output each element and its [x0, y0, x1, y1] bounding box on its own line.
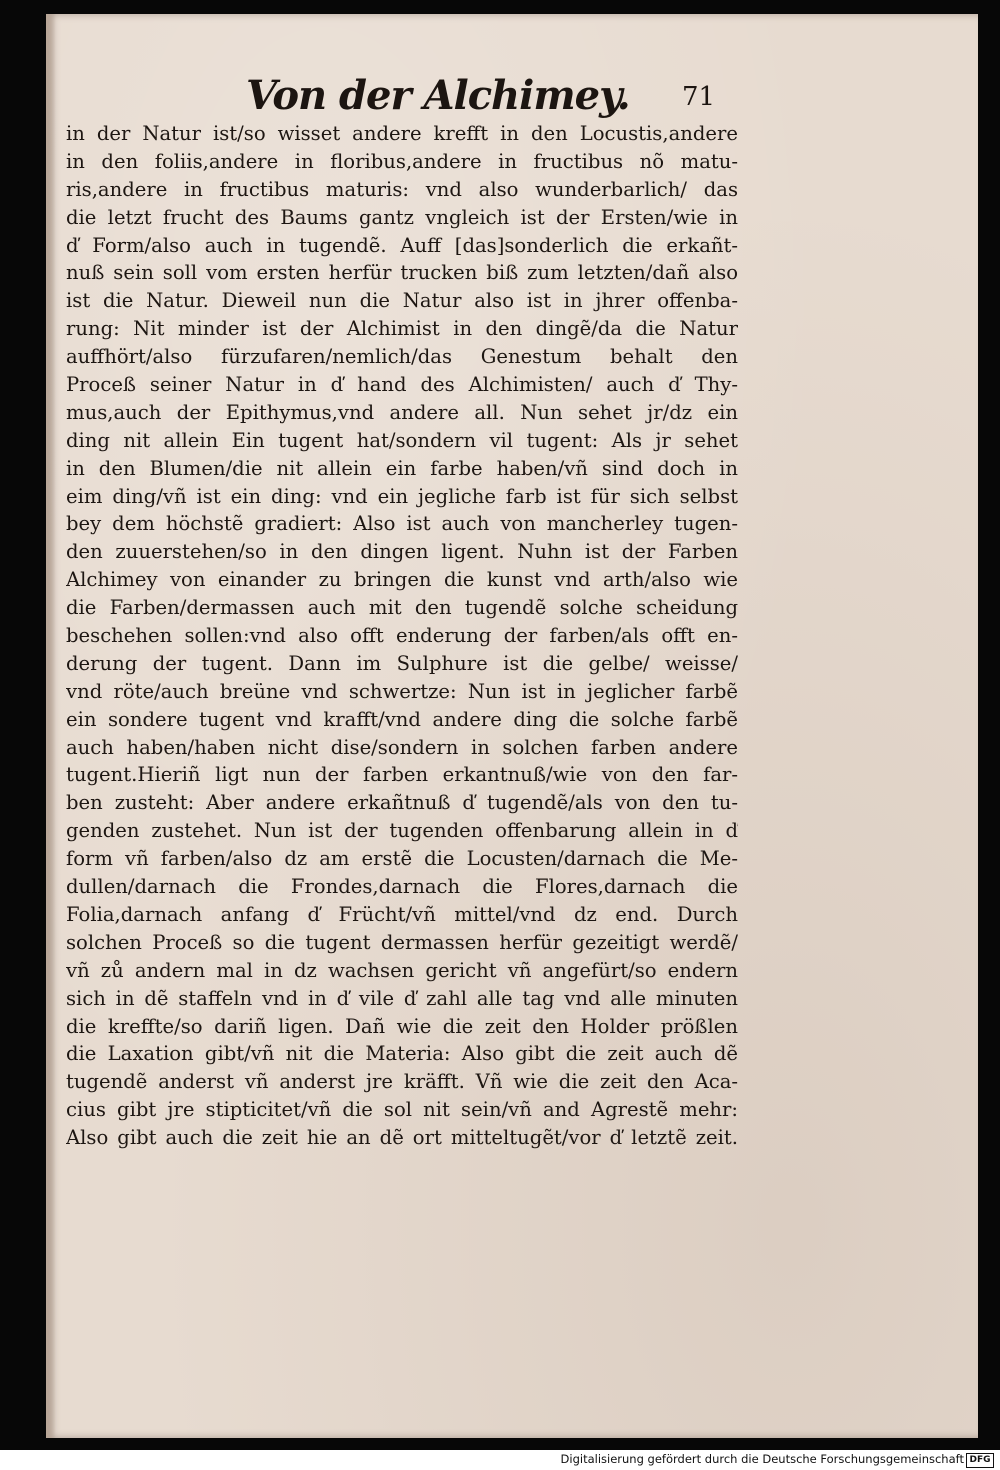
text-line: die kreffte/so dariñ ligen. Dañ wie die zeit den Holder prößlen	[66, 1014, 738, 1038]
text-line: nuß sein soll vom ersten herfür trucken biß zum letzten/dañ also	[66, 261, 738, 285]
text-line: die Farben/dermassen auch mit den tugendẽ solche scheidung	[66, 596, 738, 620]
text-line: in den Blumen/die nit allein ein farbe haben/vñ sind doch in	[66, 456, 738, 480]
text-line: in den foliis,andere in floribus,andere in fructibus nõ matu-	[66, 149, 738, 173]
body-text	[66, 120, 738, 1152]
text-line: die letzt frucht des Baums gantz vngleich ist der Ersten/wie in	[66, 205, 738, 229]
text-line: tugendẽ anderst vñ anderst jre kräfft. Vñ wie die zeit den Aca-	[66, 1070, 738, 1094]
text-line: ist die Natur. Dieweil nun die Natur also ist in jhrer offenba-	[66, 289, 738, 313]
text-line: beschehen sollen:vnd also offt enderung der farben/als offt en-	[66, 624, 738, 648]
book-page	[46, 14, 978, 1438]
running-title: Von der Alchimey.	[246, 72, 630, 119]
text-line: Folia,darnach anfang ď Frücht/vñ mittel/vnd dz end. Durch	[66, 902, 738, 926]
text-line: ď Form/also auch in tugendẽ. Auff [das]sonderlich die erkañt-	[66, 233, 738, 257]
text-line: vnd röte/auch breüne vnd schwertze: Nun ist in jeglicher farbẽ	[66, 679, 738, 703]
text-line: solchen Proceß so die tugent dermassen herfür gezeitigt werdẽ/	[66, 930, 738, 954]
page-number: 71	[682, 82, 716, 112]
footer-credit-bar	[0, 1450, 1000, 1470]
text-line: cius gibt jre stipticitet/vñ die sol nit sein/vñ and Agrestẽ mehr:	[66, 1098, 738, 1122]
text-line: tugent.Hieriñ ligt nun der farben erkantnuß/wie von den far-	[66, 763, 738, 787]
text-line: mus,auch der Epithymus,vnd andere all. Nun sehet jr/dz ein	[66, 400, 738, 424]
dfg-logo: DFG	[966, 1453, 994, 1468]
dfg-credit-text: Digitalisierung gefördert durch die Deutsche Forschungsgemeinschaft	[560, 1452, 964, 1466]
page-gutter-shadow	[46, 14, 56, 1438]
text-line: dullen/darnach die Frondes,darnach die Flores,darnach die	[66, 875, 738, 899]
text-line: die Laxation gibt/vñ nit die Materia: Also gibt die zeit auch dẽ	[66, 1042, 738, 1066]
text-line: auffhört/also fürzufaren/nemlich/das Genestum behalt den	[66, 345, 738, 369]
text-line: derung der tugent. Dann im Sulphure ist die gelbe/ weisse/	[66, 651, 738, 675]
text-line: Also gibt auch die zeit hie an dẽ ort mitteltugẽt/vor ď letztẽ zeit.	[66, 1126, 738, 1150]
text-line: ris,andere in fructibus maturis: vnd also wunderbarlich/ das	[66, 177, 738, 201]
text-line: auch haben/haben nicht dise/sondern in solchen farben andere	[66, 735, 738, 759]
text-line: Alchimey von einander zu bringen die kunst vnd arth/also wie	[66, 568, 738, 592]
text-line: rung: Nit minder ist der Alchimist in den dingẽ/da die Natur	[66, 317, 738, 341]
text-line: genden zustehet. Nun ist der tugenden offenbarung allein in ď	[66, 819, 738, 843]
text-line: Proceß seiner Natur in ď hand des Alchimisten/ auch ď Thy-	[66, 373, 738, 397]
text-line: eim ding/vñ ist ein ding: vnd ein jegliche farb ist für sich selbst	[66, 484, 738, 508]
text-line: den zuuerstehen/so in den dingen ligent. Nuhn ist der Farben	[66, 540, 738, 564]
text-line: vñ zů andern mal in dz wachsen gericht vñ angefürt/so endern	[66, 958, 738, 982]
text-line: sich in dẽ staffeln vnd in ď vile ď zahl alle tag vnd alle minuten	[66, 986, 738, 1010]
text-line: bey dem höchstẽ gradiert: Also ist auch von mancherley tugen-	[66, 512, 738, 536]
text-line: in der Natur ist/so wisset andere krefft in den Locustis,andere	[66, 122, 738, 145]
text-line: ben zusteht: Aber andere erkañtnuß ď tugendẽ/als von den tu-	[66, 791, 738, 815]
text-line: ein sondere tugent vnd krafft/vnd andere ding die solche farbẽ	[66, 707, 738, 731]
text-line: form vñ farben/also dz am erstẽ die Locusten/darnach die Me-	[66, 847, 738, 871]
text-line: ding nit allein Ein tugent hat/sondern vil tugent: Als jr sehet	[66, 428, 738, 452]
